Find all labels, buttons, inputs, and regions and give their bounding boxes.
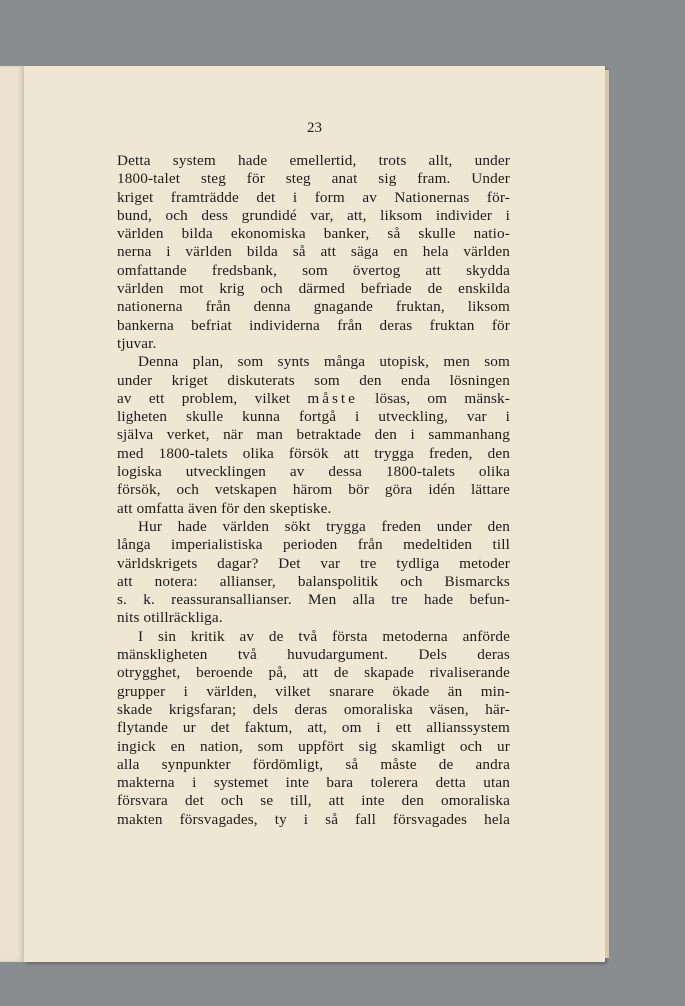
- text-line: otrygghet, beroende på, att de skapade rivaliserande: [117, 664, 510, 682]
- text-line: kriget framträdde det i form av Nationernas för-: [117, 188, 510, 206]
- text-line: världen bilda ekonomiska banker, så skulle natio-: [117, 225, 510, 243]
- page-number: 23: [307, 120, 322, 136]
- text-line: själva verket, när man betraktade den i sammanhang: [117, 426, 510, 444]
- book-page: [24, 66, 605, 962]
- emphasized-word: måste: [307, 389, 358, 407]
- text-line: bankerna befriat individerna från deras fruktan för: [117, 316, 510, 334]
- text-line: ligheten skulle kunna fortgå i utveckling, var i: [117, 408, 510, 426]
- text-line: makten försvagades, ty i så fall försvagades hela: [117, 810, 510, 828]
- text-line: grupper i världen, vilket snarare ökade än min-: [117, 682, 510, 700]
- text-line: tjuvar.: [117, 334, 157, 352]
- text-line: Detta system hade emellertid, trots allt, under: [117, 152, 510, 169]
- text-line: mänskligheten två huvudargument. Dels deras: [117, 646, 510, 664]
- text-line: nits otillräckliga.: [117, 609, 223, 627]
- text-line: logiska utvecklingen av dessa 1800-talets olika: [117, 463, 510, 481]
- text-line: med 1800-talets olika försök att trygga freden, den: [117, 444, 510, 462]
- page-edge: [605, 70, 609, 958]
- text-line: att notera: allianser, balanspolitik och Bismarcks: [117, 572, 510, 590]
- text-segment: av ett problem, vilket: [117, 389, 291, 407]
- text-line: långa imperialistiska perioden från medeltiden till: [117, 536, 510, 554]
- body-text: [117, 152, 510, 829]
- text-line: flytande ur det faktum, att, om i ett allianssystem: [117, 719, 510, 737]
- text-segment: lösas, om mänsk-: [375, 389, 511, 407]
- text-line: Hur hade världen sökt trygga freden under den: [138, 517, 510, 535]
- previous-page-edge: [0, 66, 26, 962]
- text-line: skade krigsfaran; dels deras omoraliska väsen, här-: [117, 700, 510, 718]
- text-line: världskrigets dagar? Det var tre tydliga metoder: [117, 554, 510, 572]
- text-line: försvara det och se till, att inte den omoraliska: [117, 792, 510, 810]
- text-line: [117, 390, 510, 408]
- text-line: världen mot krig och därmed befriade de enskilda: [117, 280, 510, 298]
- text-line: I sin kritik av de två första metoderna anförde: [138, 627, 510, 645]
- text-line: nerna i världen bilda så att säga en hela världen: [117, 243, 510, 261]
- text-line: att omfatta även för den skeptiske.: [117, 499, 332, 517]
- text-line: ingick en nation, som uppfört sig skamligt och ur: [117, 737, 510, 755]
- text-line: 1800-talet steg för steg anat sig fram. Under: [117, 170, 510, 188]
- text-line: under kriget diskuterats som den enda lösningen: [117, 371, 510, 389]
- text-line: makterna i systemet inte bara tolerera detta utan: [117, 774, 510, 792]
- text-line: s. k. reassuransallianser. Men alla tre hade befun-: [117, 591, 510, 609]
- text-line: Denna plan, som synts många utopisk, men som: [138, 353, 510, 371]
- text-line: nationerna från denna gnagande fruktan, liksom: [117, 298, 510, 316]
- text-line: försök, och vetskapen härom bör göra idén lättare: [117, 481, 510, 499]
- text-line: omfattande fredsbank, som övertog att skydda: [117, 261, 510, 279]
- text-line: bund, och dess grundidé var, att, liksom individer i: [117, 206, 510, 224]
- text-line: alla synpunkter fördömligt, så måste de andra: [117, 755, 510, 773]
